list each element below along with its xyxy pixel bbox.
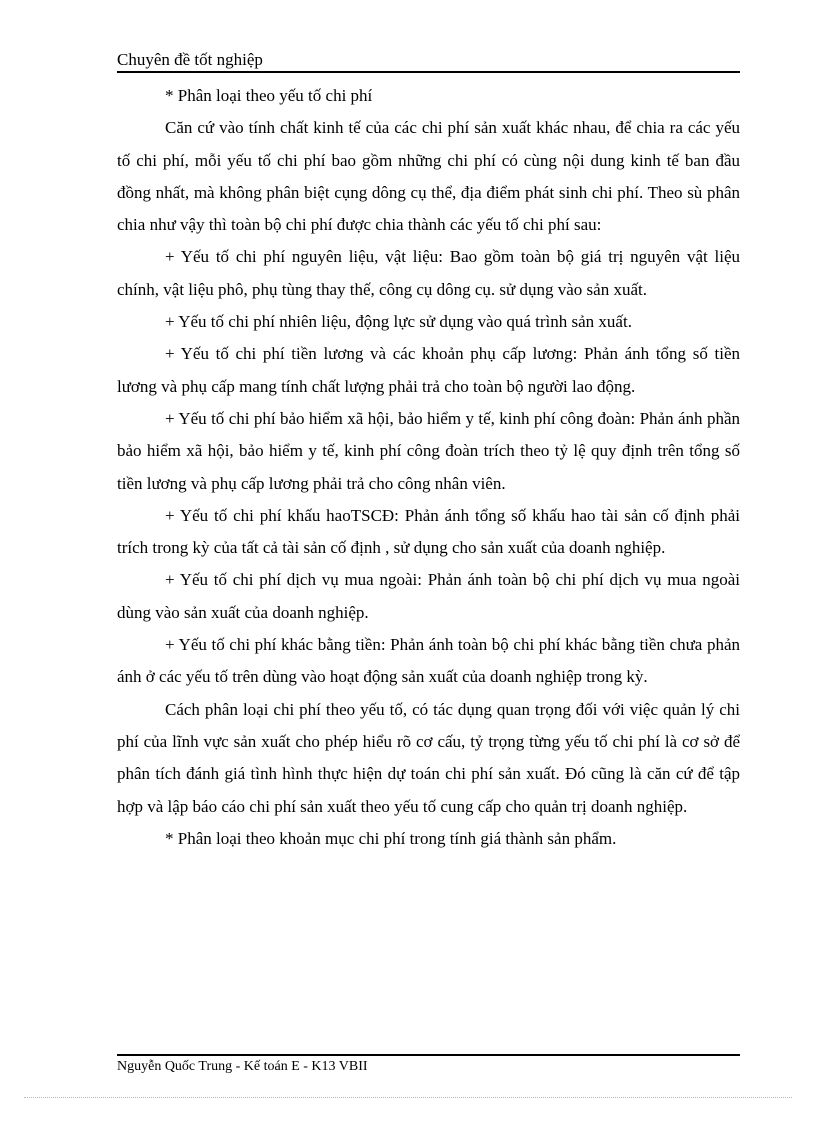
header-title: Chuyên đề tốt nghiệp [117, 50, 263, 69]
list-item-salary: + Yếu tố chi phí tiền lương và các khoản phụ cấp lương: Phản ánh tổng số tiền lương và phụ cấp mang tính chất lượng phải trả cho toàn bộ người lao động. [117, 344, 740, 396]
list-item-insurance: + Yếu tố chi phí bảo hiểm xã hội, bảo hiểm y tế, kinh phí công đoàn: Phản ánh phần bảo hiểm xã hội, bảo hiểm y tế, kinh phí công đoàn trích theo tỷ lệ quy định trên tổng số tiền lương và phụ cấp lương phải trả cho công nhân viên. [117, 408, 740, 493]
section-heading-next: * Phân loại theo khoản mục chi phí trong tính giá thành sản phẩm. [165, 828, 617, 848]
list-item-fuel: + Yếu tố chi phí nhiên liệu, động lực sử dụng vào quá trình sản xuất. [165, 312, 632, 332]
list-item-other-cash: + Yếu tố chi phí khác bằng tiền: Phản ánh toàn bộ chi phí khác bằng tiền chưa phản ánh ở các yếu tố trên dùng vào hoạt động sản xuất của doanh nghiệp trong kỳ. [117, 635, 740, 687]
list-item-depreciation: + Yếu tố chi phí khấu haoTSCĐ: Phản ánh tổng số khấu hao tài sản cố định phải trích trong kỳ của tất cả tài sản cố định , sử dụng cho sản xuất của doanh nghiệp. [117, 505, 740, 558]
page-header [117, 49, 740, 73]
intro-paragraph: Căn cứ vào tính chất kinh tế của các chi phí sản xuất khác nhau, để chia ra các yếu tố chi phí, mỗi yếu tố chi phí bao gồm những chi phí có cùng nội dung kinh tế ban đầu đồng nhất, mà không phân biệt cụng dông cụ thể, địa điểm phát sinh chi phí. Theo sù phân chia như vậy thì toàn bộ chi phí được chia thành các yếu tố chi phí sau: [117, 118, 740, 235]
footer-divider [117, 1054, 740, 1056]
page-bottom-edge [24, 1097, 792, 1098]
list-item-outsourced-services: + Yếu tố chi phí dịch vụ mua ngoài: Phản ánh toàn bộ chi phí dịch vụ mua ngoài dùng vào sản xuất của doanh nghiệp. [117, 570, 740, 622]
summary-paragraph: Cách phân loại chi phí theo yếu tố, có tác dụng quan trọng đối với việc quản lý chi phí của lĩnh vực sản xuất cho phép hiểu rõ cơ cấu, tỷ trọng từng yếu tố chi phí là cơ sở để phân tích đánh giá tình hình thực hiện dự toán chi phí sản xuất. Đó cũng là căn cứ để tập hợp và lập báo cáo chi phí sản xuất theo yếu tố cung cấp cho quản trị doanh nghiệp. [117, 699, 740, 816]
document-body [117, 80, 740, 855]
list-item-raw-materials: + Yếu tố chi phí nguyên liệu, vật liệu: Bao gồm toàn bộ giá trị nguyên vật liệu chính, vật liệu phô, phụ tùng thay thế, công cụ dông cụ. sử dụng vào sản xuất. [117, 247, 740, 299]
footer-author: Nguyễn Quốc Trung - Kế toán E - K13 VBII [117, 1059, 368, 1074]
section-heading: * Phân loại theo yếu tố chi phí [165, 86, 373, 105]
